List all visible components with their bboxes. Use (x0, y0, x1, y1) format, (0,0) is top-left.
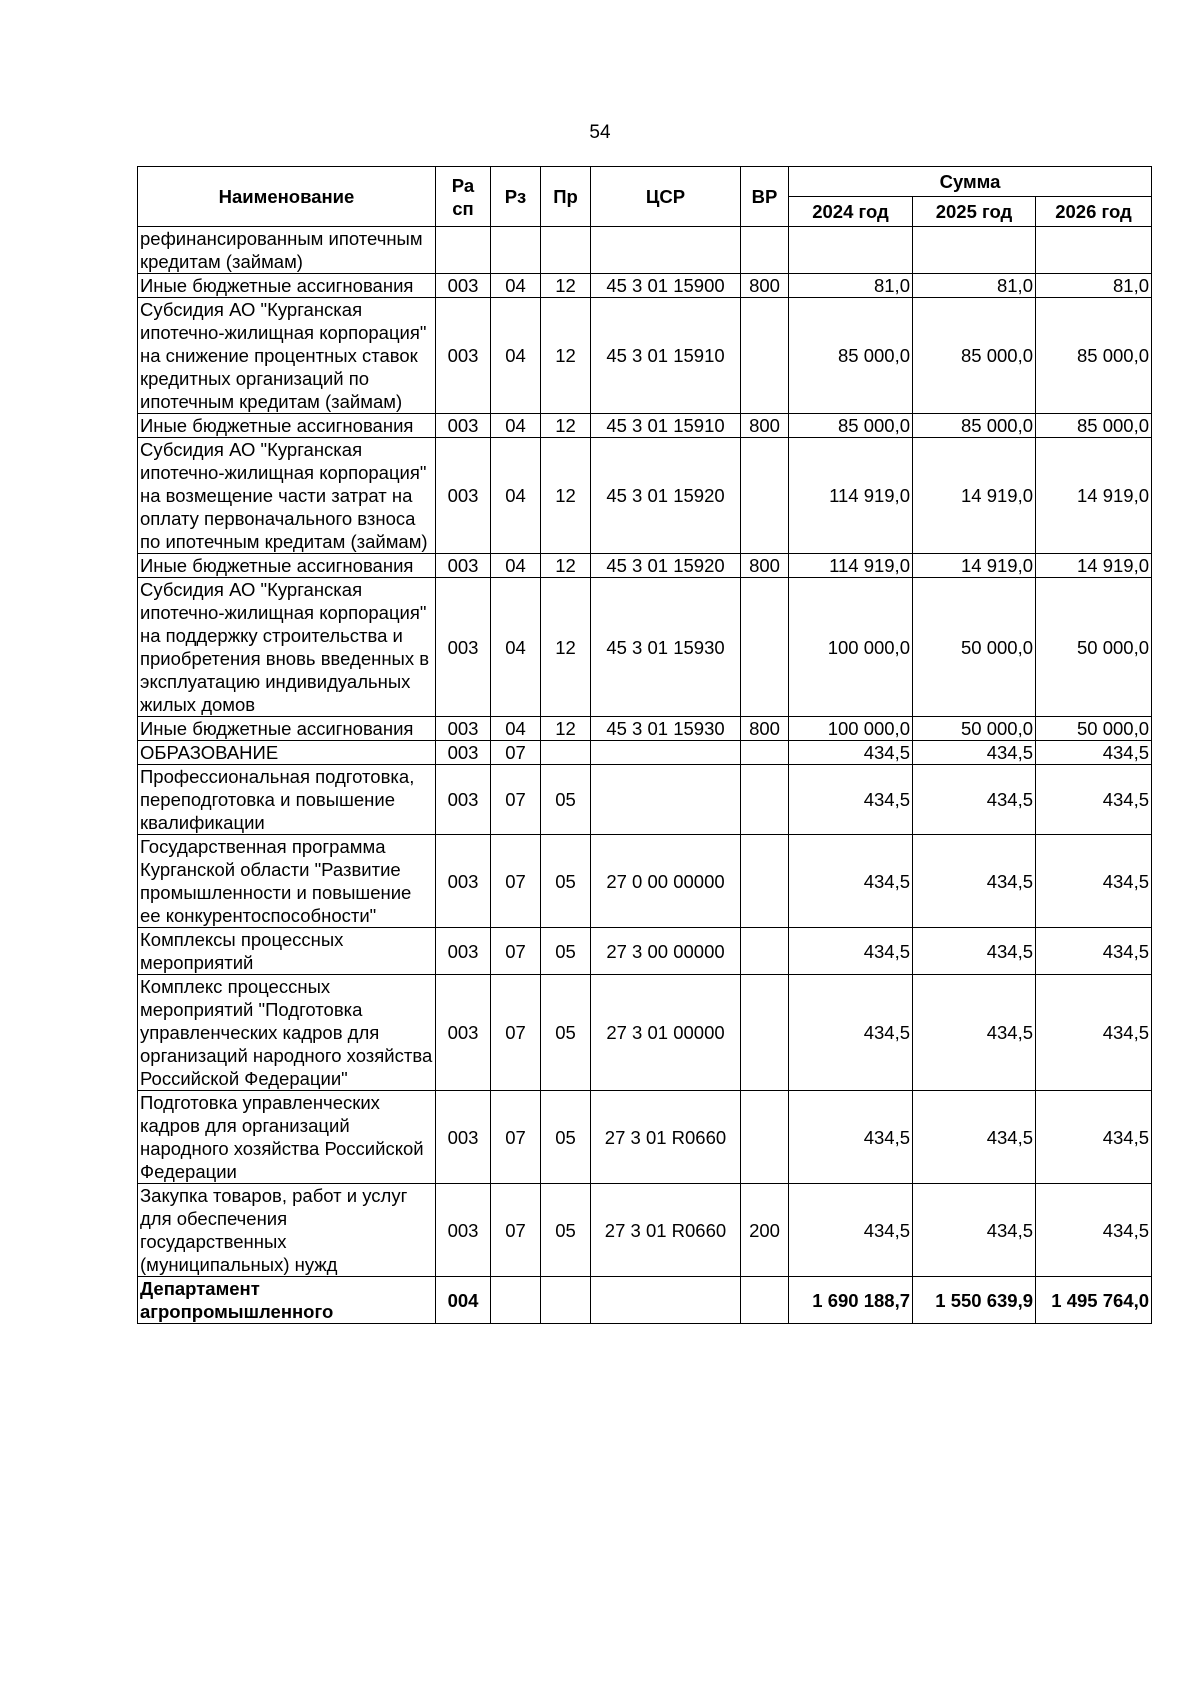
cell-sum-2025: 434,5 (913, 1184, 1036, 1277)
cell-csr: 45 3 01 15910 (591, 414, 741, 438)
cell-sum-2024: 114 919,0 (789, 438, 913, 554)
cell-csr: 45 3 01 15920 (591, 554, 741, 578)
cell-csr: 27 3 01 R0660 (591, 1184, 741, 1277)
cell-sum-2024: 85 000,0 (789, 414, 913, 438)
cell-rasp: 003 (436, 298, 491, 414)
cell-sum-2024: 434,5 (789, 1184, 913, 1277)
cell-sum-2024: 1 690 188,7 (789, 1277, 913, 1324)
cell-pr: 05 (541, 928, 591, 975)
table-header (138, 167, 1152, 227)
cell-name: Субсидия АО "Курганская ипотечно-жилищная корпорация" на поддержку строительства и приобретения вновь введенных в эксплуатацию индивидуальных жилых домов (138, 578, 436, 717)
cell-pr (541, 741, 591, 765)
cell-csr: 45 3 01 15920 (591, 438, 741, 554)
cell-csr: 27 3 01 00000 (591, 975, 741, 1091)
header-rasp-line2: сп (452, 197, 474, 219)
cell-rz (491, 227, 541, 274)
cell-pr: 05 (541, 835, 591, 928)
cell-pr (541, 227, 591, 274)
cell-rasp: 004 (436, 1277, 491, 1324)
cell-sum-2026: 81,0 (1036, 274, 1152, 298)
cell-rasp (436, 227, 491, 274)
table-row (138, 1277, 1152, 1324)
cell-csr: 27 3 00 00000 (591, 928, 741, 975)
cell-csr: 45 3 01 15930 (591, 717, 741, 741)
cell-sum-2025: 85 000,0 (913, 298, 1036, 414)
cell-csr (591, 1277, 741, 1324)
cell-sum-2026: 50 000,0 (1036, 717, 1152, 741)
cell-vr: 200 (741, 1184, 789, 1277)
header-year-2024: 2024 год (789, 197, 913, 227)
cell-vr: 800 (741, 717, 789, 741)
cell-rz: 07 (491, 928, 541, 975)
cell-sum-2024: 85 000,0 (789, 298, 913, 414)
cell-vr (741, 227, 789, 274)
cell-sum-2024: 434,5 (789, 1091, 913, 1184)
cell-pr: 12 (541, 274, 591, 298)
cell-rasp: 003 (436, 975, 491, 1091)
cell-sum-2026: 434,5 (1036, 835, 1152, 928)
cell-name: Государственная программа Курганской области "Развитие промышленности и повышение ее конкурентоспособности" (138, 835, 436, 928)
cell-pr: 05 (541, 1184, 591, 1277)
cell-vr (741, 835, 789, 928)
cell-rasp: 003 (436, 274, 491, 298)
cell-rz: 07 (491, 765, 541, 835)
cell-name: Комплекс процессных мероприятий "Подготовка управленческих кадров для организаций народного хозяйства Российской Федерации" (138, 975, 436, 1091)
cell-csr (591, 741, 741, 765)
cell-pr: 12 (541, 438, 591, 554)
cell-rasp: 003 (436, 765, 491, 835)
cell-rasp: 003 (436, 835, 491, 928)
cell-rasp: 003 (436, 554, 491, 578)
cell-sum-2025: 14 919,0 (913, 438, 1036, 554)
table-row (138, 554, 1152, 578)
cell-name: Департамент агропромышленного (138, 1277, 436, 1324)
cell-sum-2025 (913, 227, 1036, 274)
cell-name: Профессиональная подготовка, переподготовка и повышение квалификации (138, 765, 436, 835)
cell-pr: 12 (541, 554, 591, 578)
table-row (138, 414, 1152, 438)
cell-sum-2026: 434,5 (1036, 1091, 1152, 1184)
cell-rz: 04 (491, 298, 541, 414)
header-year-2026: 2026 год (1036, 197, 1152, 227)
cell-rasp: 003 (436, 414, 491, 438)
header-name: Наименование (138, 167, 436, 227)
cell-name: рефинансированным ипотечным кредитам (займам) (138, 227, 436, 274)
cell-csr: 27 3 01 R0660 (591, 1091, 741, 1184)
cell-sum-2026: 434,5 (1036, 741, 1152, 765)
cell-sum-2026: 434,5 (1036, 1184, 1152, 1277)
cell-vr (741, 1091, 789, 1184)
cell-sum-2024: 434,5 (789, 975, 913, 1091)
cell-sum-2024 (789, 227, 913, 274)
cell-name: ОБРАЗОВАНИЕ (138, 741, 436, 765)
cell-name: Закупка товаров, работ и услуг для обеспечения государственных (муниципальных) нужд (138, 1184, 436, 1277)
table-row (138, 835, 1152, 928)
table-row (138, 928, 1152, 975)
cell-rasp: 003 (436, 578, 491, 717)
cell-sum-2026: 14 919,0 (1036, 554, 1152, 578)
cell-rz: 04 (491, 274, 541, 298)
cell-sum-2026: 85 000,0 (1036, 414, 1152, 438)
cell-sum-2024: 434,5 (789, 928, 913, 975)
table-row (138, 1184, 1152, 1277)
cell-vr (741, 298, 789, 414)
cell-sum-2025: 81,0 (913, 274, 1036, 298)
cell-sum-2026 (1036, 227, 1152, 274)
cell-rasp: 003 (436, 928, 491, 975)
cell-name: Субсидия АО "Курганская ипотечно-жилищная корпорация" на снижение процентных ставок кредитных организаций по ипотечным кредитам (займам) (138, 298, 436, 414)
cell-rz: 04 (491, 578, 541, 717)
cell-name: Иные бюджетные ассигнования (138, 414, 436, 438)
cell-vr (741, 578, 789, 717)
cell-rz: 07 (491, 1091, 541, 1184)
cell-sum-2024: 81,0 (789, 274, 913, 298)
table-row (138, 274, 1152, 298)
header-rasp-line1: Ра (451, 174, 475, 196)
cell-csr (591, 765, 741, 835)
table-row (138, 578, 1152, 717)
cell-name: Субсидия АО "Курганская ипотечно-жилищная корпорация" на возмещение части затрат на оплату первоначального взноса по ипотечным кредитам (займам) (138, 438, 436, 554)
cell-vr: 800 (741, 554, 789, 578)
cell-sum-2025: 14 919,0 (913, 554, 1036, 578)
table-row (138, 298, 1152, 414)
cell-pr (541, 1277, 591, 1324)
cell-sum-2026: 434,5 (1036, 928, 1152, 975)
cell-sum-2025: 434,5 (913, 1091, 1036, 1184)
cell-sum-2025: 434,5 (913, 741, 1036, 765)
cell-rz: 07 (491, 835, 541, 928)
cell-name: Иные бюджетные ассигнования (138, 717, 436, 741)
cell-pr: 05 (541, 765, 591, 835)
table-row (138, 438, 1152, 554)
table-row (138, 741, 1152, 765)
table-row (138, 975, 1152, 1091)
cell-sum-2026: 14 919,0 (1036, 438, 1152, 554)
cell-sum-2026: 434,5 (1036, 765, 1152, 835)
cell-rz: 07 (491, 1184, 541, 1277)
cell-csr (591, 227, 741, 274)
cell-vr: 800 (741, 414, 789, 438)
cell-sum-2025: 50 000,0 (913, 578, 1036, 717)
cell-sum-2025: 50 000,0 (913, 717, 1036, 741)
cell-rz: 07 (491, 975, 541, 1091)
cell-vr (741, 928, 789, 975)
cell-name: Комплексы процессных мероприятий (138, 928, 436, 975)
cell-sum-2024: 114 919,0 (789, 554, 913, 578)
cell-rz: 04 (491, 554, 541, 578)
cell-pr: 05 (541, 975, 591, 1091)
cell-rz: 04 (491, 438, 541, 554)
cell-sum-2026: 1 495 764,0 (1036, 1277, 1152, 1324)
cell-sum-2024: 100 000,0 (789, 578, 913, 717)
cell-rasp: 003 (436, 438, 491, 554)
cell-csr: 27 0 00 00000 (591, 835, 741, 928)
cell-name: Иные бюджетные ассигнования (138, 554, 436, 578)
cell-sum-2025: 85 000,0 (913, 414, 1036, 438)
cell-rasp: 003 (436, 1184, 491, 1277)
cell-sum-2025: 1 550 639,9 (913, 1277, 1036, 1324)
cell-csr: 45 3 01 15930 (591, 578, 741, 717)
cell-pr: 12 (541, 717, 591, 741)
header-pr: Пр (541, 167, 591, 227)
header-rz: Рз (491, 167, 541, 227)
cell-rz (491, 1277, 541, 1324)
cell-rasp: 003 (436, 717, 491, 741)
header-vr: ВР (741, 167, 789, 227)
table-row (138, 227, 1152, 274)
cell-sum-2026: 50 000,0 (1036, 578, 1152, 717)
cell-vr: 800 (741, 274, 789, 298)
cell-sum-2026: 434,5 (1036, 975, 1152, 1091)
cell-vr (741, 438, 789, 554)
table-row (138, 717, 1152, 741)
cell-sum-2024: 434,5 (789, 835, 913, 928)
header-year-2025: 2025 год (913, 197, 1036, 227)
cell-sum-2024: 100 000,0 (789, 717, 913, 741)
cell-vr (741, 1277, 789, 1324)
page-number: 54 (589, 122, 611, 143)
cell-vr (741, 975, 789, 1091)
budget-table (137, 166, 1152, 1324)
header-rasp (436, 167, 491, 227)
table-body (138, 227, 1152, 1324)
cell-rasp: 003 (436, 741, 491, 765)
header-sum: Сумма (789, 167, 1152, 197)
cell-csr: 45 3 01 15900 (591, 274, 741, 298)
cell-sum-2026: 85 000,0 (1036, 298, 1152, 414)
cell-rasp: 003 (436, 1091, 491, 1184)
cell-sum-2025: 434,5 (913, 835, 1036, 928)
cell-rz: 04 (491, 717, 541, 741)
cell-sum-2025: 434,5 (913, 928, 1036, 975)
cell-csr: 45 3 01 15910 (591, 298, 741, 414)
cell-vr (741, 741, 789, 765)
cell-pr: 05 (541, 1091, 591, 1184)
cell-rz: 04 (491, 414, 541, 438)
cell-name: Подготовка управленческих кадров для организаций народного хозяйства Российской Федерации (138, 1091, 436, 1184)
cell-pr: 12 (541, 414, 591, 438)
cell-name: Иные бюджетные ассигнования (138, 274, 436, 298)
cell-vr (741, 765, 789, 835)
cell-rz: 07 (491, 741, 541, 765)
table-row (138, 765, 1152, 835)
table-row (138, 1091, 1152, 1184)
cell-pr: 12 (541, 578, 591, 717)
cell-sum-2025: 434,5 (913, 765, 1036, 835)
cell-sum-2025: 434,5 (913, 975, 1036, 1091)
cell-sum-2024: 434,5 (789, 765, 913, 835)
cell-pr: 12 (541, 298, 591, 414)
cell-sum-2024: 434,5 (789, 741, 913, 765)
header-csr: ЦСР (591, 167, 741, 227)
